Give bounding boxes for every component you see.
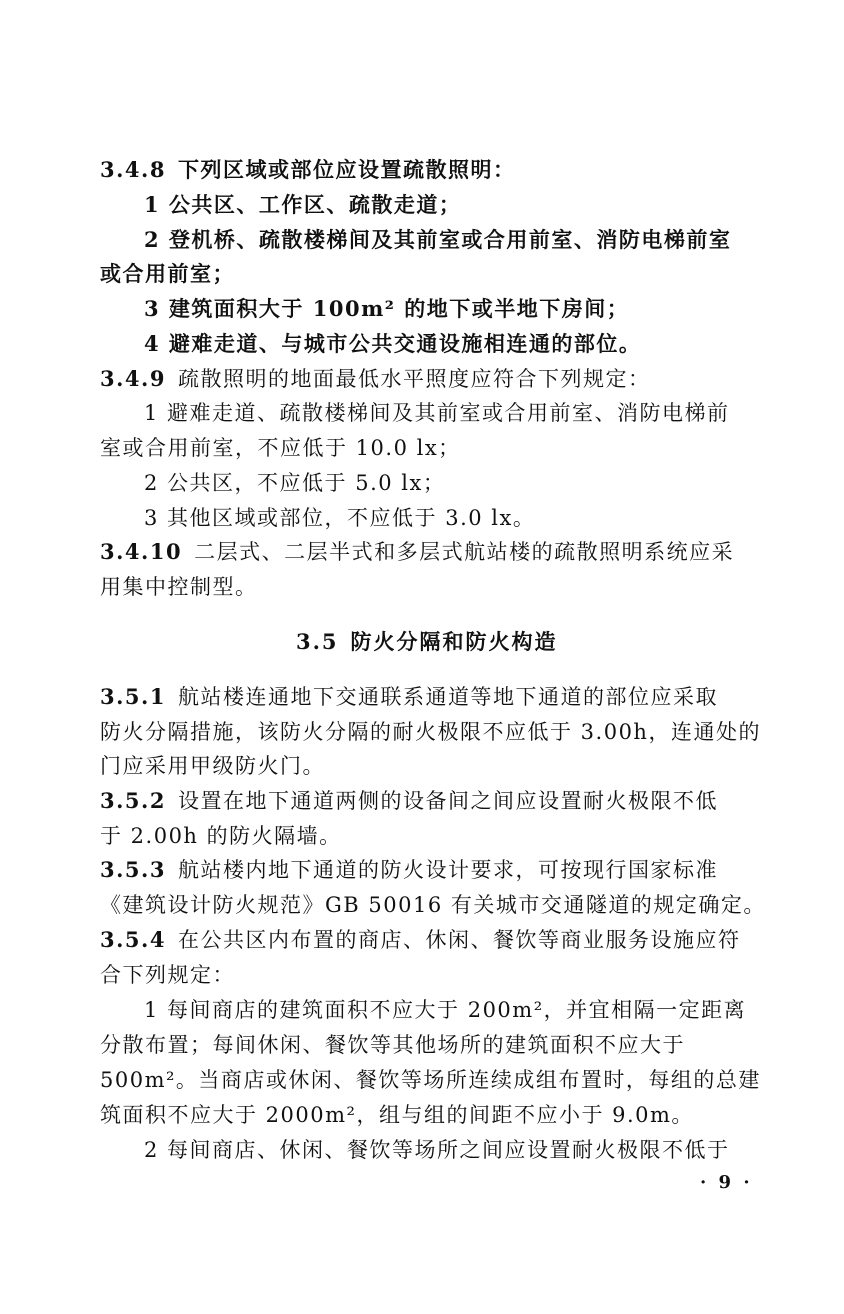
clause-continuation: 合下列规定： [100, 963, 235, 987]
list-item: 1 避难走道、疏散楼梯间及其前室或合用前室、消防电梯前 [144, 401, 730, 425]
section-number: 3.5 [296, 629, 339, 654]
clause-3-5-4 [100, 925, 740, 955]
clause-number: 3.4.9 [100, 366, 166, 391]
list-item-continuation: 或合用前室； [100, 261, 235, 286]
clause-number: 3.5.2 [100, 788, 166, 813]
section-title: 防火分隔和防火构造 [350, 629, 558, 654]
clause-text: 设置在地下通道两侧的设备间之间应设置耐火极限不低 [177, 789, 718, 813]
clause-text: 航站楼连通地下交通联系通道等地下通道的部位应采取 [177, 685, 718, 709]
list-item-continuation: 500m²。当商店或休闲、餐饮等场所连续成组布置时，每组的总建 [100, 1068, 761, 1092]
list-item: 2 每间商店、休闲、餐饮等场所之间应设置耐火极限不低于 [144, 1138, 730, 1162]
clause-continuation: 门应采用甲级防火门。 [100, 754, 325, 778]
clause-number: 3.4.8 [100, 157, 166, 182]
clause-3-4-9 [100, 364, 650, 394]
list-item-continuation: 室或合用前室，不应低于 10.0 lx； [100, 436, 461, 460]
clause-3-5-3 [100, 855, 718, 885]
clause-continuation: 《建筑设计防火规范》GB 50016 有关城市交通隧道的规定确定。 [100, 893, 766, 917]
section-heading [296, 627, 558, 657]
clause-3-4-10 [100, 537, 734, 567]
list-item: 2 公共区，不应低于 5.0 lx； [144, 471, 446, 495]
list-item: 2 登机桥、疏散楼梯间及其前室或合用前室、消防电梯前室 [144, 227, 732, 252]
list-item-continuation: 分散布置；每间休闲、餐饮等其他场所的建筑面积不应大于 [100, 1033, 685, 1057]
list-item: 1 每间商店的建筑面积不应大于 200m²，并宜相隔一定距离 [144, 998, 747, 1022]
clause-number: 3.5.3 [100, 857, 166, 882]
list-item: 3 其他区域或部位，不应低于 3.0 lx。 [144, 506, 536, 530]
clause-number: 3.5.1 [100, 684, 166, 709]
clause-3-5-2 [100, 786, 718, 816]
clause-continuation: 用集中控制型。 [100, 575, 258, 599]
clause-3-5-1 [100, 682, 718, 712]
clause-continuation: 于 2.00h 的防火隔墙。 [100, 824, 342, 848]
clause-continuation: 防火分隔措施，该防火分隔的耐火极限不应低于 3.00h，连通处的 [100, 720, 761, 744]
page-number: · 9 · [700, 1172, 753, 1193]
clause-3-4-8 [100, 155, 515, 185]
clause-number: 3.5.4 [100, 927, 166, 952]
clause-text: 疏散照明的地面最低水平照度应符合下列规定： [177, 367, 651, 391]
list-item: 3 建筑面积大于 100m² 的地下或半地下房间； [144, 296, 630, 321]
list-item: 1 公共区、工作区、疏散走道； [144, 192, 462, 217]
clause-number: 3.4.10 [100, 539, 183, 564]
clause-text: 在公共区内布置的商店、休闲、餐饮等商业服务设施应符 [177, 928, 741, 952]
clause-text: 二层式、二层半式和多层式航站楼的疏散照明系统应采 [194, 540, 735, 564]
list-item: 4 避难走道、与城市公共交通设施相连通的部位。 [144, 331, 642, 356]
list-item-continuation: 筑面积不应大于 2000m²，组与组的间距不应小于 9.0m。 [100, 1103, 694, 1127]
clause-text: 航站楼内地下通道的防火设计要求，可按现行国家标准 [177, 858, 718, 882]
clause-text: 下列区域或部位应设置疏散照明： [177, 157, 516, 182]
